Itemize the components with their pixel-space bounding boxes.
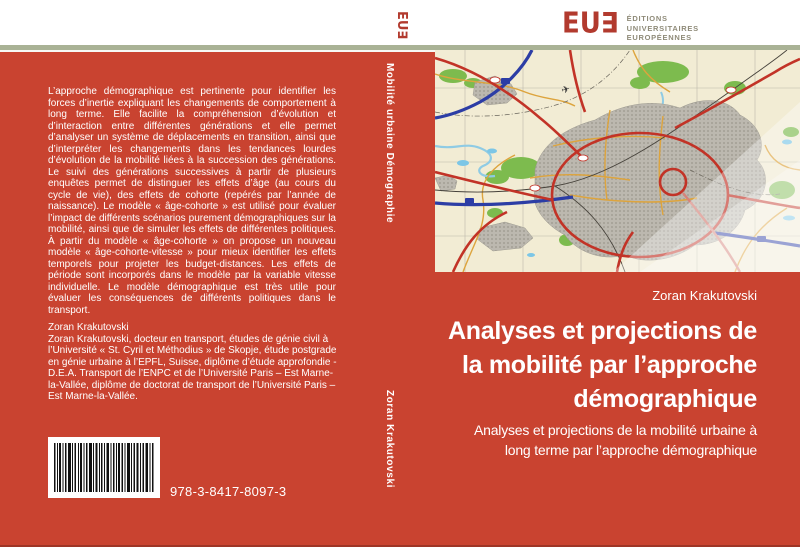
spine-author: Zoran Krakutovski: [384, 390, 395, 489]
map-graphic: [435, 50, 800, 272]
front-author: Zoran Krakutovski: [652, 288, 757, 303]
spine-eue-logo-icon: EU∃: [394, 11, 409, 40]
book-title-line: démographique: [573, 385, 757, 413]
airplane-icon: ✈: [560, 84, 572, 97]
isbn-barcode: [48, 437, 160, 498]
back-cover-description: L’approche démographique est pertinente pour identifier les forces d’inertie expliquant les changements de comportement à long terme. Elle facilite la compréhension d’évolution et d’interaction entre différentes générations et elle permet d’analyser un système de déplacements en transition, ainsi que d’interpréter les changements dans les tendances lourdes d’évolution de la mobilité liées à la succession des générations. Le suivi des générations successives à partir de plusieurs enquêtes permet de distinguer les effets d’âge (au cours du cycle de vie), des effets de cohorte (repérés par l’année de naissance). Le modèle « âge-cohorte » est utilisé pour évaluer l’impact de différents scénarios purement démographiques sur la mobilité, ainsi que de simuler les effets de différentes politiques. À partir du modèle « âge-cohorte » on propose un nouveau modèle « âge-cohorte-vitesse » pour mieux identifier les effets temporels pour projeter les budget-distances. Les effets de période sont incorporés dans le modèle par la variable vitesse individuelle. Le modèle démographique est très utile pour évaluer les conséquences de différents politiques dans le transport.: [48, 86, 336, 316]
barcode-bars-icon: [54, 443, 154, 492]
publisher-name-line: UNIVERSITAIRES: [626, 23, 699, 33]
book-title-line: Analyses et projections de: [448, 317, 757, 345]
city-map-image: [435, 50, 800, 272]
back-cover-author-bio: [48, 322, 340, 403]
book-subtitle-line: Analyses et projections de la mobilité urbaine à: [473, 422, 757, 438]
book-title-line: la mobilité par l’approche: [461, 351, 757, 379]
publisher-name: [627, 10, 699, 43]
book-subtitle-line: long terme par l’approche démographique: [504, 442, 757, 458]
publisher-logo: [562, 7, 699, 43]
author-bio-name: Zoran Krakutovski: [48, 322, 129, 333]
book-subtitle: [474, 420, 757, 460]
spine-title: Mobilité urbaine Démographie: [384, 63, 395, 224]
isbn-number: 978-3-8417-8097-3: [170, 484, 287, 499]
author-bio-text: Zoran Krakutovski, docteur en transport, études de génie civil à l’Université « St. Cyril et Méthodius » de Skopje, étude postgrade en génie urbaine à l’EPFL, Suisse, diplôme d’étude approfondie - D.E.A. Transport de l’ENPC et de l’Université Paris – Est Marne-la-Vallée, diplôme de doctorat de transport de l’Université Paris – Est Marne-la-Vallée.: [48, 333, 337, 402]
eue-logo-icon: EU∃: [562, 7, 619, 41]
publisher-name-line: ÉDITIONS: [626, 14, 668, 23]
publisher-name-line: EUROPÉENNES: [626, 33, 692, 42]
book-title: [448, 314, 757, 416]
